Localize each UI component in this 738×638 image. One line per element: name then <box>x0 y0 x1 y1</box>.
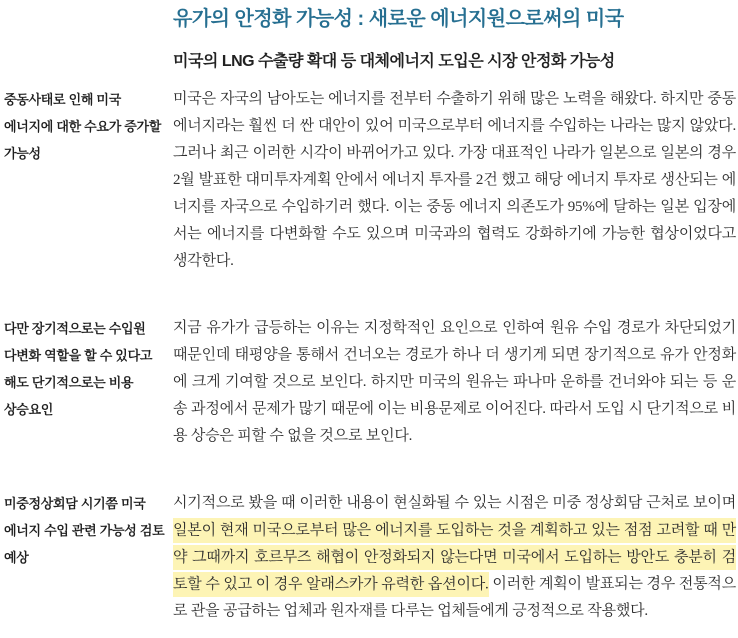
body-paragraph <box>173 315 736 450</box>
highlighted-text: 일본이 현재 미국으로부터 많은 에너지를 도입하는 것을 계획하고 있는 점점 고려할 때 만약 그때까지 호르무즈 해협이 안정화되지 않는다면 미국에서 도입하는 방안도 충분히 검토할 수 있고 이 경우 알래스카가 유력한 옵션이다. <box>173 518 736 597</box>
body-paragraph <box>173 86 736 275</box>
section-summit-timing <box>4 490 736 625</box>
section-cost-increase <box>4 315 736 450</box>
report-header <box>173 6 736 72</box>
margin-note: 중동사태로 인해 미국 에너지에 대한 수요가 증가할 가능성 <box>4 92 162 161</box>
margin-note: 다만 장기적으로는 수입원 다변화 역할을 할 수 있다고 해도 단기적으로는 비용 상승요인 <box>4 321 153 417</box>
body-text: 지금 유가가 급등하는 이유는 지정학적인 요인으로 인하여 원유 수입 경로가 차단되었기 때문인데 태평양을 통해서 건너오는 경로가 하나 더 생기게 되면 장기적으로 유가 안정화에 크게 기여할 것으로 보인다. 하지만 미국의 원유는 파나마 운하를 건너와야 되는 등 운송 과정에서 문제가 많기 때문에 이는 비용문제로 이어진다. 따라서 도입 시 단기적으로 비용 상승은 피할 수 없을 것으로 보인다. <box>173 320 736 444</box>
report-body <box>4 86 736 625</box>
body-text: 미국은 자국의 남아도는 에너지를 전부터 수출하기 위해 많은 노력을 해왔다. 하지만 중동 에너지라는 훨씬 더 싼 대안이 있어 미국으로부터 에너지를 수입하는 나라는 많지 않았다. 그러나 최근 이러한 시각이 바뀌어가고 있다. 가장 대표적인 나라가 일본으로 일본의 경우 2월 발표한 대미투자계획 안에서 에너지 투자를 2건 했고 해당 에너지 투자로 생산되는 에너지를 자국으로 수입하기러 했다. 이는 중동 에너지 의존도가 95%에 달하는 일본 입장에서는 에너지를 다변화할 수도 있으며 미국과의 협력도 강화하기에 가능한 협상이었다고 생각한다. <box>173 91 736 269</box>
section-us-energy-demand <box>4 86 736 275</box>
margin-note: 미중정상회담 시기쯤 미국 에너지 수입 관련 가능성 검토 예상 <box>4 496 165 565</box>
body-text: 시기적으로 봤을 때 이러한 내용이 현실화될 수 있는 시점은 미중 정상회담 근처로 보이며 <box>173 495 736 511</box>
page-title: 유가의 안정화 가능성 : 새로운 에너지원으로써의 미국 <box>173 8 624 30</box>
body-text: 이러한 계획이 발표되는 경우 전통적으로 관을 공급하는 업체과 원자재를 다루는 업체들에게 긍정적으로 작용했다. <box>173 576 736 619</box>
page-subtitle: 미국의 LNG 수출량 확대 등 대체에너지 도입은 시장 안정화 가능성 <box>173 53 615 70</box>
body-paragraph <box>173 490 736 625</box>
